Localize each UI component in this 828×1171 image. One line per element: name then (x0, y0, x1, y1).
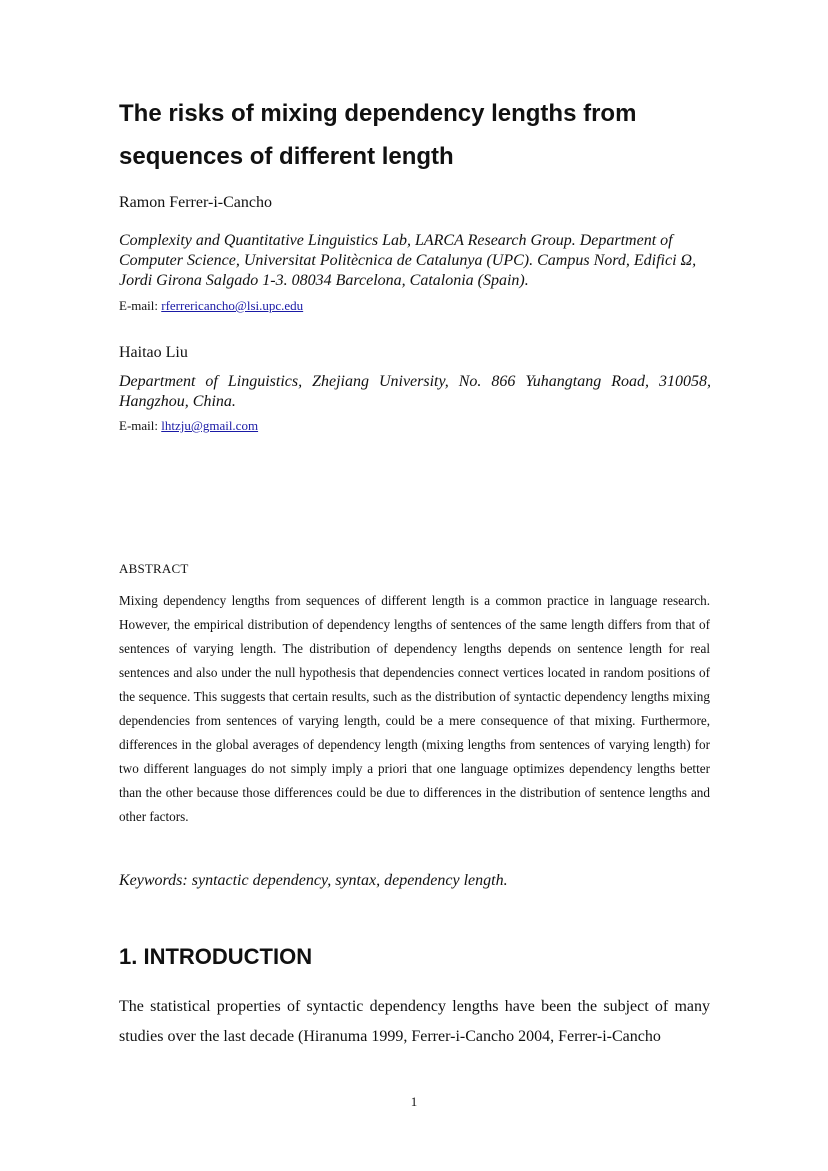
author-affiliation-2: Department of Linguistics, Zhejiang University, No. 866 Yuhangtang Road, 310058, Hangzhou, China. (119, 373, 711, 410)
page-number: 1 (410, 1094, 418, 1109)
author-name-1: Ramon Ferrer-i-Cancho (119, 194, 272, 211)
author-email-line-2 (119, 418, 258, 434)
abstract-heading: ABSTRACT (119, 561, 189, 576)
author-email-line-1 (119, 298, 303, 314)
author-email-link-2[interactable]: lhtzju@gmail.com (161, 418, 259, 433)
author-email-link-1[interactable]: rferrericancho@lsi.upc.edu (161, 298, 304, 313)
introduction-text: The statistical properties of syntactic dependency lengths have been the subject of many studies over the last decade (Hiranuma 1999, Ferrer-i-Cancho 2004, Ferrer-i-Cancho (119, 998, 710, 1045)
section-heading: 1. INTRODUCTION (119, 944, 313, 969)
email-label: E-mail: (119, 298, 162, 313)
keywords: Keywords: syntactic dependency, syntax, dependency length. (119, 872, 508, 889)
paper-title: The risks of mixing dependency lengths from sequences of different length (119, 100, 637, 170)
author-name-2: Haitao Liu (119, 344, 188, 361)
abstract-text: Mixing dependency lengths from sequences of different length is a common practice in language research. However, the empirical distribution of dependency lengths of sentences of the same length differs from that of sentences of varying length. The distribution of dependency lengths depends on sentence length for real sentences and also under the null hypothesis that dependencies connect vertices located in random positions of the sequence. This suggests that certain results, such as the distribution of syntactic dependency lengths mixing dependencies from sentences of varying length, could be a mere consequence of that mixing. Furthermore, differences in the global averages of dependency length (mixing lengths from sentences of varying length) for two different languages do not simply imply a priori that one language optimizes dependency lengths better than the other because those differences could be due to differences in the distribution of sentence lengths and other factors. (119, 593, 710, 824)
email-label: E-mail: (119, 418, 162, 433)
author-affiliation-1: Complexity and Quantitative Linguistics Lab, LARCA Research Group. Department of Computer Science, Universitat Politècnica de Catalunya (UPC). Campus Nord, Edifici Ω, Jordi Girona Salgado 1-3. 08034 Barcelona, Catalonia (Spain). (119, 232, 697, 289)
